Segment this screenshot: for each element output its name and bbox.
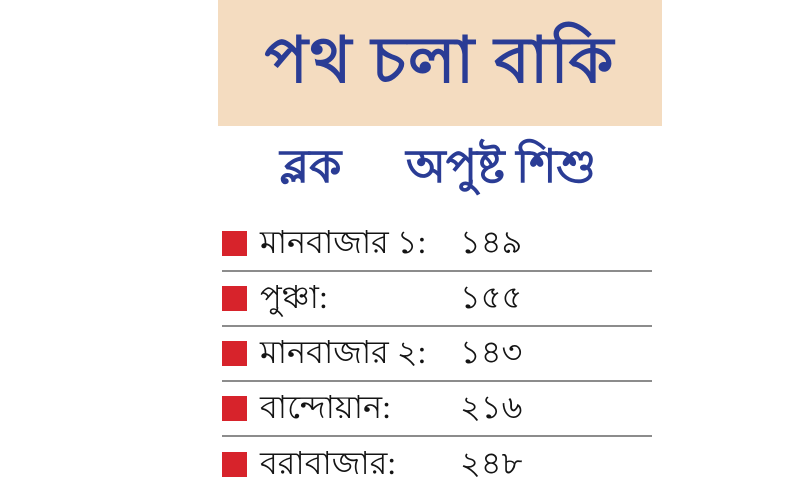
row-label: মানবাজার ২: (260, 333, 427, 370)
row-label: পুঞ্চা: (260, 278, 328, 315)
data-table (222, 217, 652, 492)
title-banner (218, 0, 662, 126)
row-label: বান্দোয়ান: (260, 388, 392, 425)
column-header-malnourished-children: অপুষ্ট শিশু (406, 141, 597, 192)
red-square-bullet-icon (222, 231, 247, 256)
column-headers (222, 136, 662, 208)
table-row (222, 382, 652, 437)
red-square-bullet-icon (222, 396, 247, 421)
row-value: ২১৬ (460, 388, 523, 425)
row-value: ১৫৫ (460, 278, 523, 315)
page-title: পথ চলা বাকি (264, 25, 616, 96)
red-square-bullet-icon (222, 452, 247, 477)
column-header-block: ব্লক (280, 141, 342, 192)
row-value: ২৪৮ (460, 444, 523, 481)
row-label: মানবাজার ১: (260, 223, 427, 260)
table-row (222, 327, 652, 382)
row-label: বরাবাজার: (260, 444, 397, 481)
table-row (222, 217, 652, 272)
row-value: ১৪৩ (460, 333, 523, 370)
red-square-bullet-icon (222, 286, 247, 311)
red-square-bullet-icon (222, 341, 247, 366)
table-row (222, 272, 652, 327)
row-value: ১৪৯ (460, 223, 523, 260)
table-row (222, 437, 652, 492)
